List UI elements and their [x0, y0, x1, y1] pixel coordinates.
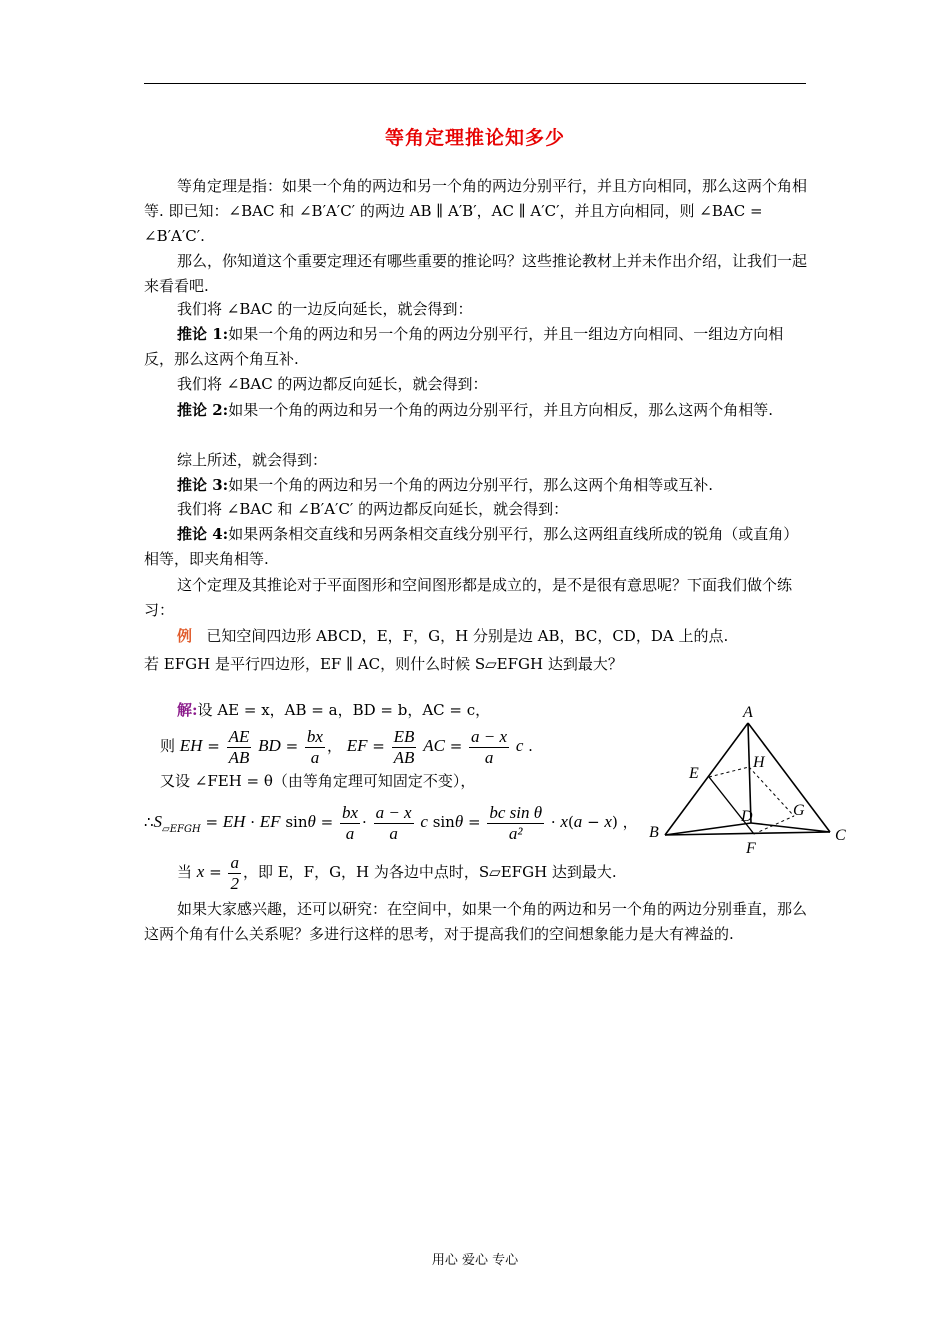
fraction-a-minus-x-a: $\frac{a - x}{a}$	[471, 726, 508, 767]
solution-line-4: $\therefore S_{▱EFGH}$ = EH · EF sinθ = $\frac{bx}{a}$ · $\frac{a - x}{a}$ c sinθ = $\frac{\text{bc sin θ}}{\text{a²}}$ · x(a − x) ，	[144, 802, 638, 843]
corollary-2	[144, 398, 809, 423]
corollary-3-text: 如果一个角的两边和另一个角的两边分别平行，那么这两个角相等或互补.	[228, 476, 713, 494]
transition-1: 我们将 ∠BAC 的两边都反向延长，就会得到：	[177, 375, 488, 393]
solution-when: 当	[177, 863, 193, 881]
example-text-1: 已知空间四边形 ABCD，E，F，G，H 分别是边 AB，BC，CD，DA 上的点.	[206, 627, 729, 645]
solution-conclusion: ，即 E，F，G，H 为各边中点时，S▱EFGH 达到最大.	[242, 863, 617, 881]
fraction-eb-ab: $\frac{EB}{AB}$	[393, 726, 415, 767]
corollary-2-label: 推论 2:	[177, 401, 229, 419]
label-F: F	[746, 840, 756, 857]
fraction-bc-sin-a2: $\frac{\text{bc sin θ}}{\text{a²}}$	[489, 802, 543, 843]
fraction-a-minus-x-a-2: $\frac{a - x}{a}$	[375, 802, 412, 843]
fraction-bx-a-2: $\frac{bx}{a}$	[341, 802, 359, 843]
solution-line-1	[177, 698, 490, 723]
corollary-3-label: 推论 3:	[177, 476, 229, 494]
label-H: H	[753, 754, 765, 771]
corollary-4-text: 如果两条相交直线和另两条相交直线分别平行，那么这两组直线所成的锐角（或直角）相等，即夹角相等.	[144, 525, 799, 568]
example-label: 例	[177, 627, 193, 645]
header-rule	[144, 83, 806, 84]
label-C: C	[835, 827, 846, 844]
solution-line-2: 则 EH = $\frac{AE}{AB}$ BD = $\frac{bx}{a}$ ， EF = $\frac{EB}{AB}$ AC = $\frac{a - x}{a}$ c .	[160, 726, 533, 767]
label-E: E	[689, 765, 699, 782]
corollary-2-text: 如果一个角的两边和另一个角的两边分别平行，并且方向相反，那么这两个角相等.	[228, 401, 773, 419]
corollary-1-text: 如果一个角的两边和另一个角的两边分别平行，并且一组边方向相同、一组边方向相反，那么这两个角互补.	[144, 325, 784, 368]
closing-paragraph: 如果大家感兴趣，还可以研究：在空间中，如果一个角的两边和另一个角的两边分别垂直，那么这两个角有什么关系呢？多进行这样的思考，对于提高我们的空间想象能力是大有裨益的.	[144, 900, 808, 943]
solution-label: 解:	[177, 701, 198, 719]
page-title: 等角定理推论知多少	[384, 127, 565, 149]
transition-4: 这个定理及其推论对于平面图形和空间图形都是成立的，是不是很有意思呢？下面我们做个练习：	[144, 576, 793, 619]
solution-line-5: 当 x = $\frac{a}{2}$ ，即 E，F，G，H 为各边中点时，S▱EFGH 达到最大.	[177, 852, 617, 893]
fraction-ae-ab: $\frac{AE}{AB}$	[228, 726, 250, 767]
corollary-4	[144, 522, 809, 572]
intro-paragraph-2: 那么，你知道这个重要定理还有哪些重要的推论吗？这些推论教材上并未作出介绍，让我们一起来看看吧.	[144, 252, 808, 295]
example-line-2: 若 EFGH 是平行四边形，EF ∥ AC，则什么时候 S▱EFGH 达到最大？	[144, 655, 623, 673]
tetrahedron-figure	[645, 700, 855, 860]
label-D: D	[741, 808, 753, 825]
fraction-a-2: $\frac{a}{2}$	[230, 852, 239, 893]
corollary-1-label: 推论 1:	[177, 325, 229, 343]
intro-paragraph-1: 等角定理是指：如果一个角的两边和另一个角的两边分别平行，并且方向相同，那么这两个角相等. 即已知：∠BAC 和 ∠B′A′C′ 的两边 AB ∥ A′B′，AC ∥ A′C′，并且方向相同，则 ∠BAC = ∠B′A′C′.	[144, 177, 808, 245]
transition-3: 我们将 ∠BAC 和 ∠B′A′C′ 的两边都反向延长，就会得到：	[177, 500, 569, 518]
label-G: G	[793, 802, 805, 819]
fraction-bx-a: $\frac{bx}{a}$	[306, 726, 323, 767]
solution-then: 则	[160, 737, 176, 755]
transition-2: 综上所述，就会得到：	[177, 451, 328, 469]
solution-line-3: 又设 ∠FEH = θ（由等角定理可知固定不变），	[160, 772, 476, 790]
intro-paragraph-3: 我们将 ∠BAC 的一边反向延长，就会得到：	[177, 300, 473, 318]
label-A: A	[743, 704, 753, 721]
solution-text-1: 设 AE = x，AB = a，BD = b，AC = c，	[197, 701, 491, 719]
corollary-1	[144, 322, 809, 372]
example-line-1	[177, 624, 728, 649]
corollary-3	[144, 473, 809, 498]
page-footer: 用心 爱心 专心	[431, 1253, 519, 1268]
corollary-4-label: 推论 4:	[177, 525, 229, 543]
label-B: B	[649, 824, 659, 841]
